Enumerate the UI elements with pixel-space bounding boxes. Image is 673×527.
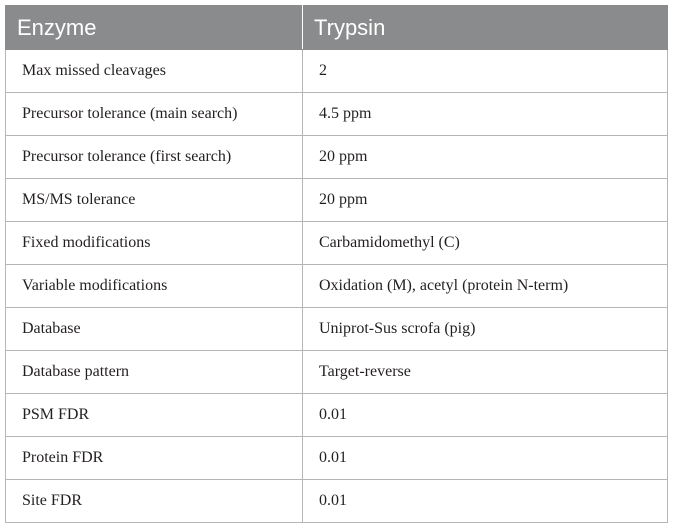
header-cell-trypsin: Trypsin <box>303 6 668 50</box>
table-row <box>6 480 668 523</box>
value-cell: Uniprot-Sus scrofa (pig) <box>303 308 668 351</box>
table-row <box>6 394 668 437</box>
table-row <box>6 179 668 222</box>
table-row <box>6 93 668 136</box>
parameter-cell: MS/MS tolerance <box>6 179 303 222</box>
table-header <box>6 6 668 50</box>
table-body <box>6 50 668 523</box>
table-row <box>6 265 668 308</box>
parameter-cell: Database <box>6 308 303 351</box>
value-cell: 20 ppm <box>303 136 668 179</box>
table-row <box>6 308 668 351</box>
parameter-cell: Site FDR <box>6 480 303 523</box>
value-cell: 2 <box>303 50 668 93</box>
parameter-cell: Max missed cleavages <box>6 50 303 93</box>
value-cell: Oxidation (M), acetyl (protein N-term) <box>303 265 668 308</box>
header-row <box>6 6 668 50</box>
value-cell: 0.01 <box>303 480 668 523</box>
value-cell: Target-reverse <box>303 351 668 394</box>
parameter-cell: Database pattern <box>6 351 303 394</box>
value-cell: 0.01 <box>303 394 668 437</box>
table-row <box>6 50 668 93</box>
header-cell-enzyme: Enzyme <box>6 6 303 50</box>
table-row <box>6 437 668 480</box>
parameter-cell: Precursor tolerance (main search) <box>6 93 303 136</box>
table-row <box>6 136 668 179</box>
parameter-cell: Precursor tolerance (first search) <box>6 136 303 179</box>
value-cell: 0.01 <box>303 437 668 480</box>
search-parameters-table <box>5 5 668 523</box>
table-row <box>6 222 668 265</box>
value-cell: 20 ppm <box>303 179 668 222</box>
parameter-cell: Variable modifications <box>6 265 303 308</box>
parameter-cell: PSM FDR <box>6 394 303 437</box>
table-row <box>6 351 668 394</box>
parameter-cell: Protein FDR <box>6 437 303 480</box>
value-cell: Carbamidomethyl (C) <box>303 222 668 265</box>
value-cell: 4.5 ppm <box>303 93 668 136</box>
parameter-cell: Fixed modifications <box>6 222 303 265</box>
